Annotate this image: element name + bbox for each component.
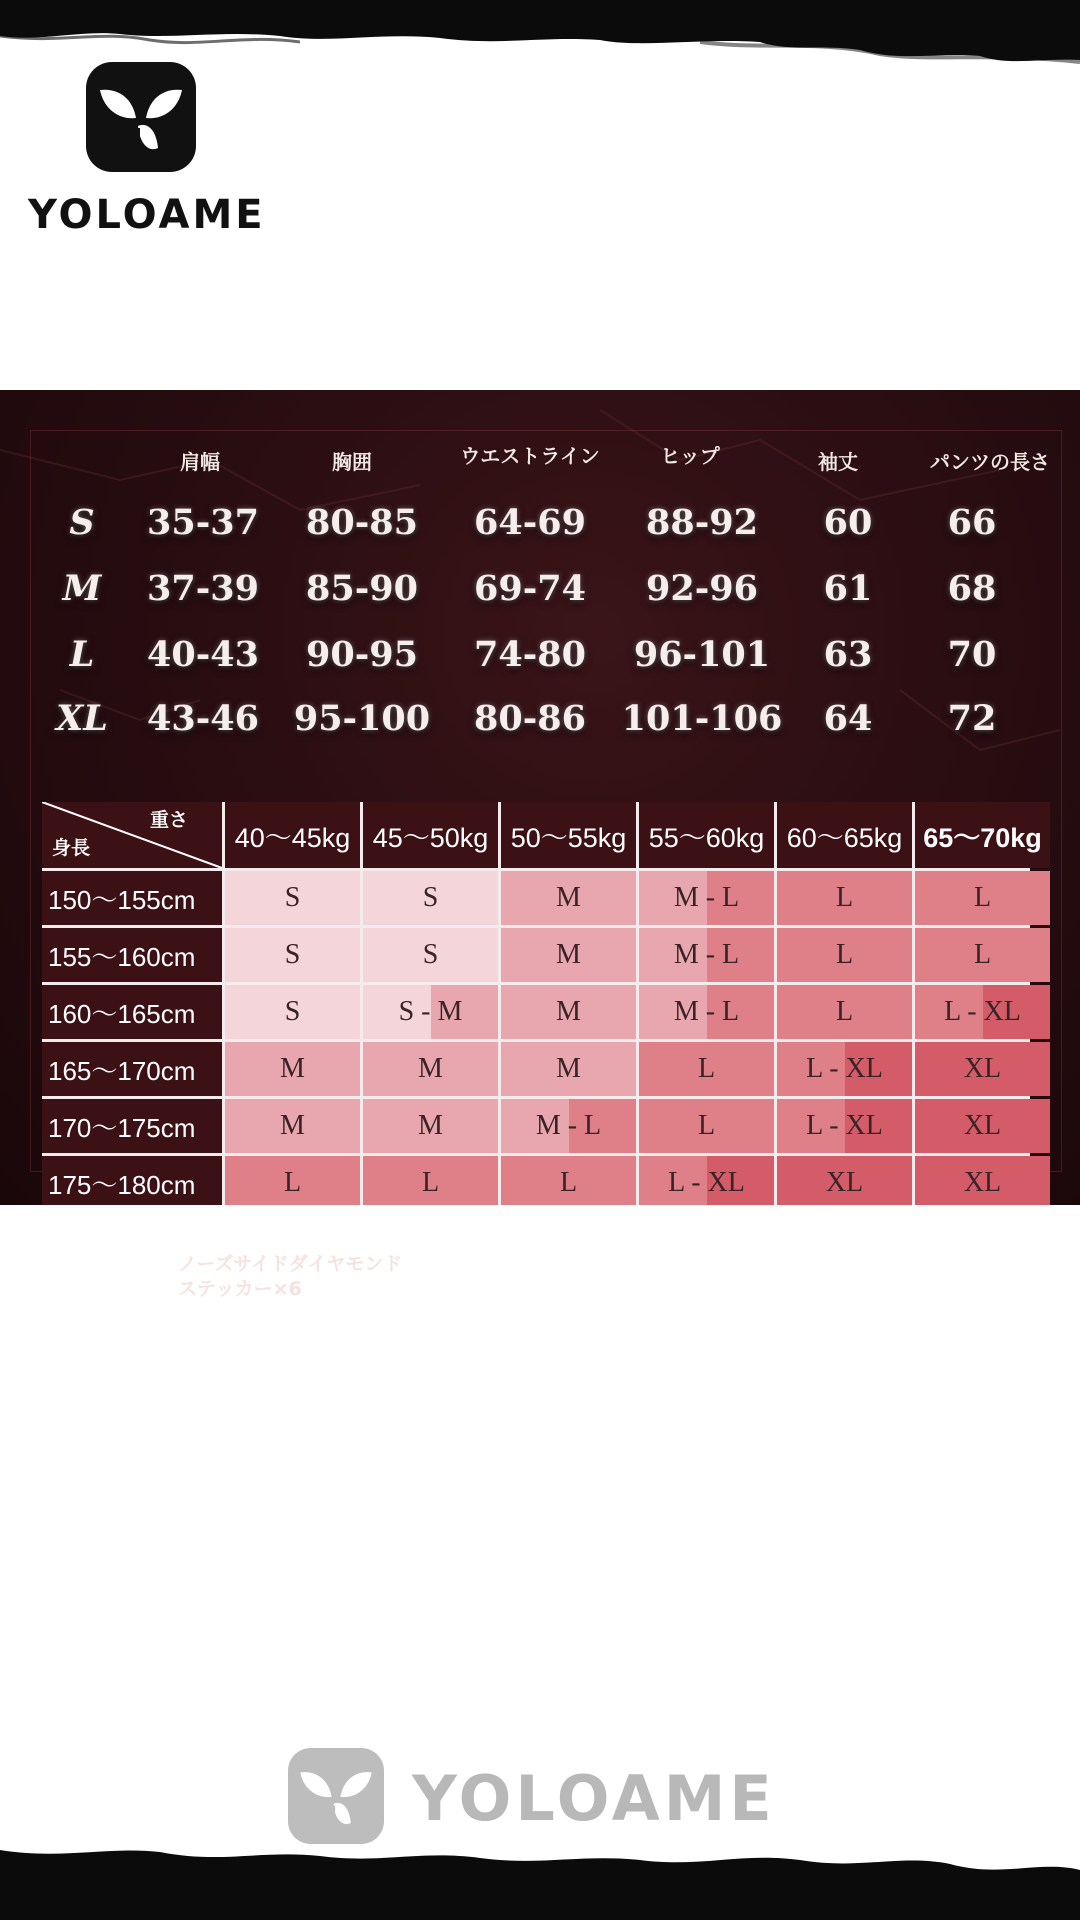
size-cell-label: L <box>835 939 854 970</box>
size-cell <box>915 928 1050 982</box>
measure-value: 61 <box>823 568 873 609</box>
weight-header: 50〜55kg <box>501 802 636 868</box>
brand-name-top: YOLOAME <box>28 192 266 238</box>
size-cell <box>639 1156 774 1205</box>
size-cell-label: XL <box>963 1167 1002 1198</box>
size-cell-label: M - L <box>673 939 740 970</box>
size-cell-label: XL <box>963 1053 1002 1084</box>
size-cell <box>777 1156 912 1205</box>
faded-note-text: ノーズサイドダイヤモンドステッカー×6 <box>178 1253 403 1300</box>
measure-value: 37-39 <box>147 568 259 609</box>
size-chart-panel <box>0 390 1080 1205</box>
size-cell <box>777 871 912 925</box>
weight-header: 45〜50kg <box>363 802 498 868</box>
size-label: L <box>69 634 95 675</box>
yoloame-logo-icon <box>86 62 196 172</box>
size-cell-label: S <box>284 996 301 1027</box>
size-cell <box>639 928 774 982</box>
size-cell <box>363 928 498 982</box>
size-cell <box>501 871 636 925</box>
size-cell <box>225 1099 360 1153</box>
size-cell-label: M <box>556 882 581 913</box>
size-cell <box>501 928 636 982</box>
height-header: 170〜175cm <box>42 1099 222 1153</box>
size-cell-label: L <box>559 1167 578 1198</box>
size-cell <box>225 871 360 925</box>
measure-value: 43-46 <box>147 698 259 739</box>
size-cell-label: L <box>835 996 854 1027</box>
measure-value: 68 <box>947 568 997 609</box>
measure-value: 69-74 <box>474 568 586 609</box>
size-cell-label: M - L <box>673 996 740 1027</box>
size-cell-label: L - XL <box>806 1110 883 1141</box>
header-shoulder: 肩幅 <box>180 450 220 474</box>
size-cell <box>915 1042 1050 1096</box>
size-cell <box>225 985 360 1039</box>
size-cell-label: L <box>283 1167 302 1198</box>
size-cell <box>915 1156 1050 1205</box>
size-cell-label: M <box>556 1053 581 1084</box>
brush-stroke-bottom <box>0 1830 1080 1920</box>
measure-value: 80-85 <box>306 502 418 543</box>
size-cell-label: L <box>697 1110 716 1141</box>
height-header: 160〜165cm <box>42 985 222 1039</box>
size-cell-label: L <box>697 1053 716 1084</box>
measure-value: 64-69 <box>474 502 586 543</box>
weight-header: 55〜60kg <box>639 802 774 868</box>
measure-value: 80-86 <box>474 698 586 739</box>
size-cell-label: L <box>835 882 854 913</box>
measure-value: 60 <box>823 502 873 543</box>
size-cell <box>915 1099 1050 1153</box>
measure-value: 66 <box>947 502 997 543</box>
size-cell-label: M <box>280 1110 305 1141</box>
measure-value: 70 <box>947 634 997 675</box>
size-cell-label: XL <box>963 1110 1002 1141</box>
size-cell <box>915 985 1050 1039</box>
weight-header: 65〜70kg <box>915 802 1050 868</box>
size-cell-label: M <box>418 1110 443 1141</box>
size-cell-label: S <box>284 939 301 970</box>
size-cell-label: S - M <box>398 996 463 1027</box>
brand-logo-top <box>28 62 266 238</box>
weight-header: 60〜65kg <box>777 802 912 868</box>
weight-axis-label: 重さ <box>149 809 188 831</box>
measure-value: 96-101 <box>633 634 771 675</box>
size-cell-label: S <box>422 882 439 913</box>
measure-value: 90-95 <box>306 634 418 675</box>
size-cell-label: XL <box>825 1167 864 1198</box>
size-cell <box>363 1156 498 1205</box>
size-cell <box>777 1042 912 1096</box>
size-cell <box>777 928 912 982</box>
size-cell <box>363 1099 498 1153</box>
size-cell-label: M - L <box>535 1110 602 1141</box>
measure-value: 85-90 <box>306 568 418 609</box>
size-cell-label: M <box>280 1053 305 1084</box>
size-cell-label: L - XL <box>806 1053 883 1084</box>
measure-value: 74-80 <box>474 634 586 675</box>
size-label: M <box>62 568 102 609</box>
grid-corner-header <box>42 802 222 868</box>
size-cell <box>639 871 774 925</box>
size-cell <box>363 985 498 1039</box>
size-cell <box>777 1099 912 1153</box>
size-cell-label: S <box>284 882 301 913</box>
size-cell-label: L <box>973 939 992 970</box>
size-cell-label: L - XL <box>944 996 1021 1027</box>
size-label: S <box>69 502 95 543</box>
size-cell <box>363 1042 498 1096</box>
size-recommendation-grid <box>42 802 1042 1205</box>
size-cell-label: M <box>418 1053 443 1084</box>
weight-header: 40〜45kg <box>225 802 360 868</box>
size-cell <box>225 1156 360 1205</box>
height-axis-label: 身長 <box>52 837 91 859</box>
measure-value: 40-43 <box>147 634 259 675</box>
measure-value: 64 <box>823 698 873 739</box>
brand-name-bottom: YOLOAME <box>412 1762 776 1835</box>
height-header: 165〜170cm <box>42 1042 222 1096</box>
size-cell <box>639 1099 774 1153</box>
size-cell-label: S <box>422 939 439 970</box>
size-cell <box>777 985 912 1039</box>
size-cell <box>501 985 636 1039</box>
measure-value: 95-100 <box>293 698 431 739</box>
size-cell <box>225 928 360 982</box>
size-cell <box>225 1042 360 1096</box>
measure-value: 35-37 <box>147 502 259 543</box>
size-cell <box>501 1099 636 1153</box>
measure-value: 101-106 <box>621 698 783 739</box>
size-cell-label: L - XL <box>668 1167 745 1198</box>
size-cell <box>501 1042 636 1096</box>
size-cell <box>501 1156 636 1205</box>
measure-value: 72 <box>947 698 997 739</box>
measure-value: 88-92 <box>646 502 758 543</box>
height-header: 175〜180cm <box>42 1156 222 1205</box>
header-sleeve: 袖丈 <box>818 450 858 474</box>
size-cell-label: M <box>556 939 581 970</box>
header-chest: 胸囲 <box>332 450 372 474</box>
size-cell-label: M <box>556 996 581 1027</box>
header-hip: ヒップ <box>660 444 720 468</box>
height-header: 150〜155cm <box>42 871 222 925</box>
size-cell-label: L <box>973 882 992 913</box>
header-waist: ウエストライン <box>460 444 600 468</box>
height-header: 155〜160cm <box>42 928 222 982</box>
size-cell <box>915 871 1050 925</box>
size-cell <box>639 985 774 1039</box>
header-pants-length: パンツの長さ <box>930 450 1050 474</box>
size-cell <box>639 1042 774 1096</box>
size-cell-label: L <box>421 1167 440 1198</box>
size-label: XL <box>56 698 108 739</box>
measure-value: 92-96 <box>646 568 758 609</box>
size-cell-label: M - L <box>673 882 740 913</box>
measure-value: 63 <box>823 634 873 675</box>
size-cell <box>363 871 498 925</box>
